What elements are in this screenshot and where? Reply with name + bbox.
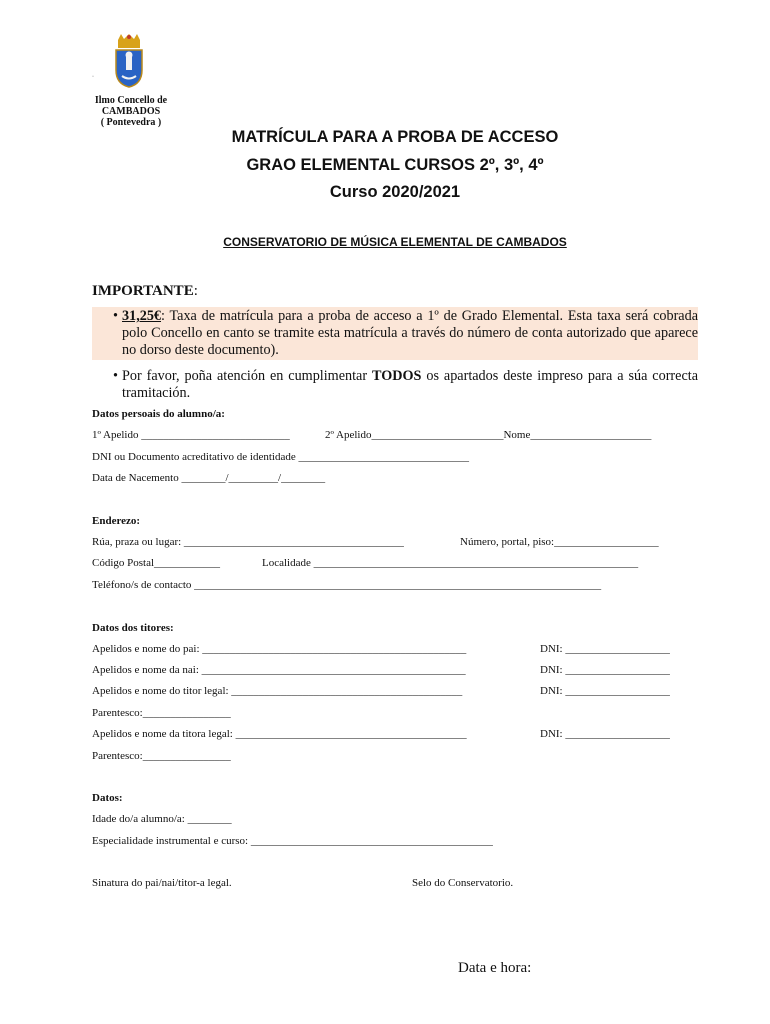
relation-field-1[interactable]: Parentesco:________________ (92, 707, 231, 719)
important-heading: IMPORTANTE: (92, 283, 198, 299)
student-age-field[interactable]: Idade do/a alumno/a: ________ (92, 813, 232, 825)
title-line-2: GRAO ELEMENTAL CURSOS 2º, 3º, 4º (246, 156, 544, 174)
legal-guardian-female-field[interactable]: Apelidos e nome da titora legal: __________________________________________ (92, 728, 467, 740)
legal-guardian-female-dni-field[interactable]: DNI: ___________________ (540, 728, 670, 740)
second-surname-name-field[interactable]: 2º Apelido________________________Nome______________________ (325, 429, 652, 441)
postal-code-field[interactable]: Código Postal____________ (92, 557, 221, 569)
birth-date-field[interactable]: Data de Nacemento ________/_________/________ (92, 472, 326, 484)
title-line-1: MATRÍCULA PARA A PROBA DE ACCESO (231, 128, 559, 146)
first-surname-field[interactable]: 1º Apelido ___________________________ (92, 429, 290, 441)
father-dni-field[interactable]: DNI: ___________________ (540, 643, 670, 655)
relation-field-2[interactable]: Parentesco:________________ (92, 750, 231, 762)
phone-field[interactable]: Teléfono/s de contacto __________________________________________________________________________ (92, 579, 602, 591)
specialty-field[interactable]: Especialidade instrumental e curso: ____________________________________________ (92, 835, 493, 847)
conservatory-subtitle: CONSERVATORIO DE MÚSICA ELEMENTAL DE CAMBADOS (223, 235, 567, 249)
title-line-3: Curso 2020/2021 (329, 183, 461, 201)
mother-dni-field[interactable]: DNI: ___________________ (540, 664, 670, 676)
decorative-dot: · (92, 74, 94, 80)
bullet-icon: • (113, 308, 118, 324)
street-number-field[interactable]: Número, portal, piso:___________________ (460, 536, 659, 548)
guardians-heading: Datos dos titores: (92, 622, 174, 634)
address-heading: Enderezo: (92, 515, 141, 527)
completion-notice: • Por favor, poña atención en cumplimentar TODOS os apartados deste impreso para a súa correcta tramitación. (92, 368, 698, 402)
street-field[interactable]: Rúa, praza ou lugar: ________________________________________ (92, 536, 404, 548)
coat-of-arms-icon (112, 34, 146, 88)
seal-label: Selo do Conservatorio. (412, 877, 514, 889)
dni-field[interactable]: DNI ou Documento acreditativo de identidade _______________________________ (92, 451, 469, 463)
locality-field[interactable]: Localidade ___________________________________________________________ (262, 557, 639, 569)
legal-guardian-male-field[interactable]: Apelidos e nome do titor legal: __________________________________________ (92, 685, 463, 697)
father-name-field[interactable]: Apelidos e nome do pai: ________________________________________________ (92, 643, 467, 655)
date-time-label: Data e hora: (458, 960, 532, 976)
organization-name: Ilmo Concello de CAMBADOS ( Pontevedra ) (94, 95, 168, 128)
data-heading: Datos: (92, 792, 123, 804)
signature-label: Sinatura do pai/nai/titor-a legal. (92, 877, 232, 889)
mother-name-field[interactable]: Apelidos e nome da nai: ________________________________________________ (92, 664, 466, 676)
fee-notice: • 31,25€: Taxa de matrícula para a proba de acceso a 1º de Grado Elemental. Esta taxa será cobrada polo Concello en canto se tramite esta matrícula a través do número de conta autorizado que aparece no dorso deste documento). (92, 307, 698, 360)
bullet-icon: • (113, 368, 118, 384)
legal-guardian-male-dni-field[interactable]: DNI: ___________________ (540, 685, 670, 697)
student-data-heading: Datos persoais do alumno/a: (92, 408, 225, 420)
